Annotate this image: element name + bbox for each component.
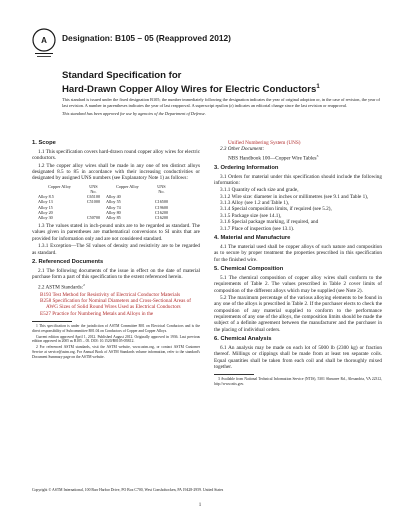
title-line-1: Standard Specification for xyxy=(62,70,182,81)
para-6-1: 6.1 An analysis may be made on each lot of 5000 lb (2300 kg) or fraction thereof. Millings or clippings shall be made from at least ten separate coils. Equal quantities shall be taken from each coil and shall be thoroughly mixed together. xyxy=(214,344,382,371)
uns-number: C16200 xyxy=(154,214,169,220)
footnote-1-edition: Current edition approved April 1, 2012. Published August 2012. Originally approved in 1936. Last previous edition approved in 2005 as B105 – 05. DOI: 10.1520/B0105-05R12. xyxy=(32,334,200,344)
head-uns-1: UNS xyxy=(89,183,98,189)
footnote-2: 2 For referenced ASTM standards, visit the ASTM website, www.astm.org, or contact ASTM Customer Service at service@astm.org. For Annual Book of ASTM Standards volume information, refer to the standard's Document Summary page on the ASTM website. xyxy=(32,345,200,359)
section-ordering-heading: 3. Ordering Information xyxy=(214,164,279,171)
title-line-2-text: Hard-Drawn Copper Alloy Wires for Electric Conductors xyxy=(62,83,317,95)
para-1-3-1: 1.3.1 Exception—The SI values of density and resistivity are to be regarded as standard. xyxy=(32,243,200,256)
alloy-name: Alloy 85 xyxy=(105,214,121,220)
astm-logo-icon xyxy=(32,28,56,60)
reference-title[interactable]: Practice for Numbering Metals and Alloys in the xyxy=(52,310,154,317)
para-1-1: 1.1 This specification covers hard-drawn round copper alloy wires for electric conductors. xyxy=(32,149,200,162)
reference-title[interactable]: Specification for Nominal Diameters and Cross-Sectional Areas of AWG Sizes of Solid Round Wires Used as Electrical Conductors xyxy=(46,297,191,311)
section-scope-heading: 1. Scope xyxy=(32,140,56,146)
head-uns-2: UNS xyxy=(157,183,166,189)
footnote-marker: 3 xyxy=(316,153,319,158)
section-chemical-analysis-heading: 6. Chemical Analysis xyxy=(214,335,272,342)
title-footnote-marker: 1 xyxy=(316,83,320,90)
section-material-heading: 4. Material and Manufacture xyxy=(214,234,291,241)
table-row xyxy=(38,215,174,220)
alloy-name: Alloy 30 xyxy=(38,214,53,220)
para-5-2: 5.2 The maximum percentage of the various alloying elements to be found in any one of the alloys is prescribed in Table 2. If the purchaser elects to check the composition of any material supplied to conform to the performance requirements of any one of the alloys, the composition limits should be made the subject of a definite agreement between the manufacturer and the purchaser in the placing of individual orders. xyxy=(214,294,382,333)
alloy-table xyxy=(38,184,174,220)
reference-item[interactable] xyxy=(32,298,200,311)
reference-code[interactable]: E527 xyxy=(40,310,51,317)
head-no-1: No. xyxy=(90,188,97,194)
uns-number: C16500 xyxy=(154,199,169,205)
list-item: 3.1.7 Place of inspection (see 13.1). xyxy=(220,225,295,232)
alloy-name: Alloy 13 xyxy=(38,199,53,205)
preamble-dod-approval: This standard has been approved for use by agencies of the Department of Defense. xyxy=(62,111,206,117)
copyright-line: Copyright © ASTM International, 100 Barr Harbor Drive, PO Box C700, West Conshohocken, PA 19428-2959. United States xyxy=(32,488,224,492)
footnote-marker: 2 xyxy=(83,282,85,287)
alloy-name: Alloy 74 xyxy=(105,204,121,210)
reference-code[interactable]: B258 xyxy=(40,297,52,304)
para-1-2: 1.2 The copper alloy wires shall be made in any one of ten distinct alloys designated 8.5 to 85 in accordance with their increasing conductivities or designated by assigned UNS numbers (see Explanatory Note 1) as follows: xyxy=(32,162,200,182)
alloy-name: Alloy 8.5 xyxy=(38,194,54,200)
head-copper-alloy-1: Copper Alloy xyxy=(48,183,71,189)
head-no-2: No. xyxy=(158,188,165,194)
svg-text:A: A xyxy=(41,36,47,45)
nbs-reference xyxy=(214,153,382,162)
page-number: 1 xyxy=(198,503,202,508)
reference-item[interactable] xyxy=(32,311,200,317)
section-referenced-documents-heading: 2. Referenced Documents xyxy=(32,258,104,265)
list-item: 3.1.4 Special composition limits, if required (see 5.2), xyxy=(220,206,332,213)
uns-number: C19600 xyxy=(154,204,169,210)
alloy-name: Alloy 20 xyxy=(38,209,53,215)
alloy-name: Alloy 80 xyxy=(105,209,121,215)
para-1-3: 1.3 The values stated in inch-pound units are to be regarded as standard. The values given in parentheses are mathematical conversions to SI units that are provided for information only and are not considered standard. xyxy=(32,223,200,242)
uns-number: C51000 xyxy=(86,199,101,205)
list-item: 3.1.6 Special package marking, if required, and xyxy=(220,219,319,226)
para-3-1: 3.1 Orders for material under this specification should include the following information: xyxy=(214,173,382,187)
title-line-2 xyxy=(62,82,382,96)
alloy-name: Alloy 40 xyxy=(105,194,121,200)
footnote-1: 1 This specification is under the jurisdiction of ASTM Committee B01 on Electrical Conductors and is the direct responsibility of Subcommittee B01.04 on Conductors of Copper and Copper Alloys. xyxy=(32,324,200,333)
nbs-reference-text: NBS Handbook 100—Copper Wire Tables xyxy=(228,155,317,162)
list-item: 3.1.1 Quantity of each size and grade, xyxy=(220,187,299,194)
left-column xyxy=(32,140,200,361)
preamble-issuance: This standard is issued under the fixed designation B105; the number immediately following the designation indicates the year of original adoption or, in the case of revision, the year of last revision. A number in parentheses indicates the year of last reapproval. A superscript epsilon (ε) indicates an editorial change since the last revision or reapproval. xyxy=(62,97,380,108)
designation-heading: Designation: B105 – 05 (Reapproved 2012) xyxy=(62,33,231,43)
para-2-3-text: 2.3 Other Document: xyxy=(220,146,265,153)
head-copper-alloy-2: Copper Alloy xyxy=(116,183,139,189)
reference-code[interactable]: B193 xyxy=(40,291,52,298)
uns-number: C50700 xyxy=(86,214,101,220)
uns-number: C65100 xyxy=(86,194,101,200)
uns-reference-continued[interactable]: Unified Numbering System (UNS) xyxy=(228,140,301,146)
para-4-1: 4.1 The material used shall be copper alloys of such nature and composition as to secure by proper treatment the properties prescribed in this specification for the finished wire. xyxy=(214,243,382,263)
list-item: 3.1.2 Wire size: diameter in inches or millimetres (see 9.1 and Table 1), xyxy=(220,193,369,200)
section-chemical-composition-heading: 5. Chemical Composition xyxy=(214,265,284,272)
document-title xyxy=(62,70,382,95)
preamble xyxy=(62,97,380,117)
list-item: 3.1.5 Package size (see 14.1), xyxy=(220,212,282,219)
reference-title[interactable]: Test Method for Resistivity of Electrical Conductor Materials xyxy=(52,291,181,298)
right-column xyxy=(214,140,382,388)
footnote-3: 3 Available from National Technical Information Service (NTIS), 5301 Shawnee Rd., Alexandria, VA 22312, http://www.ntis.gov. xyxy=(214,377,382,387)
para-2-1: 2.1 The following documents of the issue in effect on the date of material purchase form a part of this specification to the extent referenced herein. xyxy=(32,267,200,281)
para-5-1: 5.1 The chemical composition of copper alloy wires shall conform to the requirements of Table 2. The values prescribed in Table 2 cover limits of composition of the different alloys which may be supplied (see Note 2). xyxy=(214,274,382,294)
footnote-divider xyxy=(32,321,72,322)
alloy-name: Alloy 55 xyxy=(105,199,121,205)
uns-number: C16200 xyxy=(154,209,169,215)
footnote-divider xyxy=(214,374,254,375)
para-2-2 xyxy=(32,282,200,291)
alloy-name: Alloy 15 xyxy=(38,204,53,210)
list-item: 3.1.3 Alloy (see 1.2 and Table 1), xyxy=(220,200,289,207)
para-2-2-text: 2.2 ASTM Standards: xyxy=(38,284,84,291)
